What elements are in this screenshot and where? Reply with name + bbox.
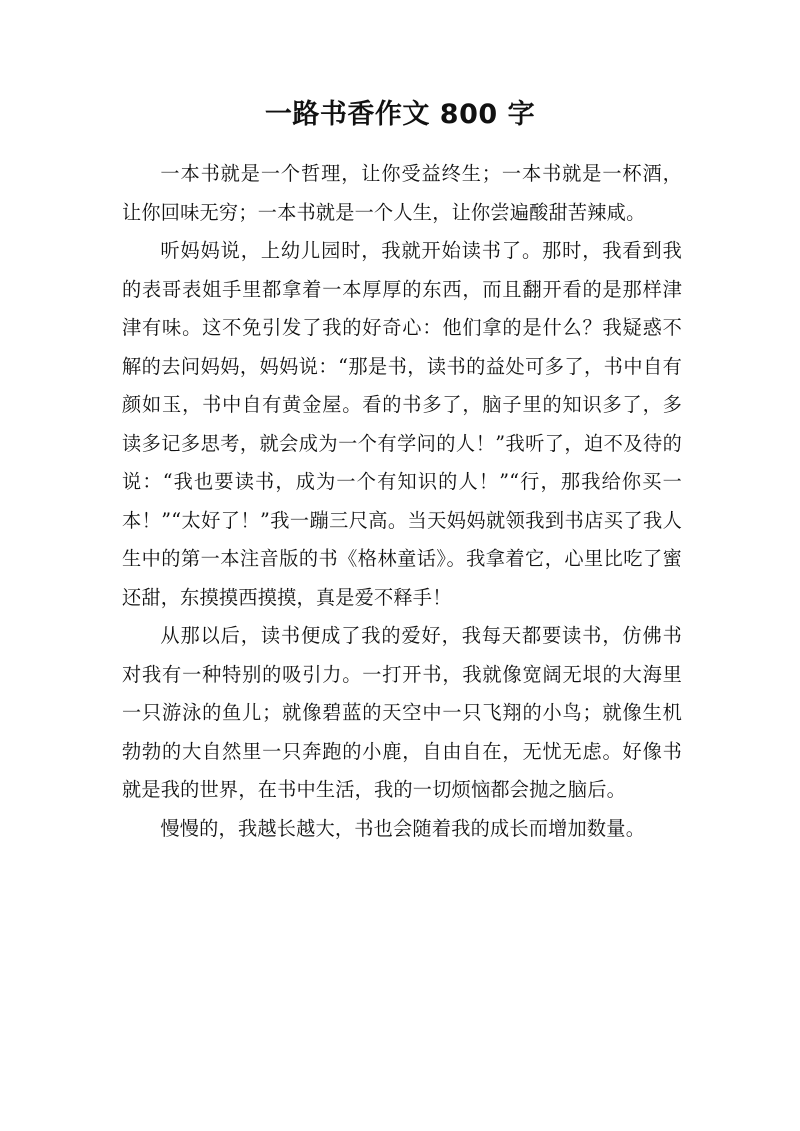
paragraph: 慢慢的，我越长越大，书也会随着我的成长而增加数量。 xyxy=(160,816,646,840)
document-title: 一路书香作文 800 字 xyxy=(264,99,536,130)
document-body xyxy=(122,155,682,848)
paragraph: 从那以后，读书便成了我的爱好，我每天都要读书，仿佛书对我有一种特别的吸引力。一打开书，我就像宽阔无垠的大海里一只游泳的鱼儿；就像碧蓝的天空中一只飞翔的小鸟；就像生机勃勃的大自然里一只奔跑的小鹿，自由自在，无忧无虑。好像书就是我的世界，在书中生活，我的一切烦恼都会抛之脑后。 xyxy=(122,624,682,801)
paragraph: 一本书就是一个哲理，让你受益终生；一本书就是一杯酒，让你回味无穷；一本书就是一个人生，让你尝遍酸甜苦辣咸。 xyxy=(122,162,682,224)
paragraph: 听妈妈说，上幼儿园时，我就开始读书了。那时，我看到我的表哥表姐手里都拿着一本厚厚的东西，而且翻开看的是那样津津有味。这不免引发了我的好奇心：他们拿的是什么？我疑惑不解的去问妈妈，妈妈说：“那是书，读书的益处可多了，书中自有颜如玉，书中自有黄金屋。看的书多了，脑子里的知识多了，多读多记多思考，就会成为一个有学问的人！”我听了，迫不及待的说：“我也要读书，成为一个有知识的人！”“行，那我给你买一本！”“太好了！”我一蹦三尺高。当天妈妈就领我到书店买了我人生中的第一本注音版的书《格林童话》。我拿着它，心里比吃了蜜还甜，东摸摸西摸摸，真是爱不释手！ xyxy=(122,239,682,609)
